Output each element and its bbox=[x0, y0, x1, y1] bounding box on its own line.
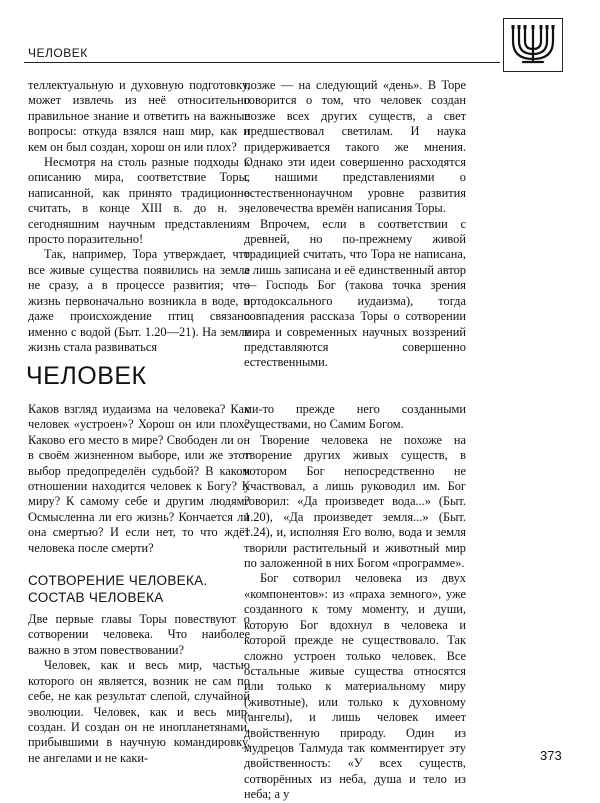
intro-column-left bbox=[28, 78, 250, 355]
section-column-right bbox=[244, 402, 466, 803]
subsection-title-line: СОТВОРЕНИЕ ЧЕЛОВЕКА. bbox=[28, 573, 208, 589]
menorah-icon bbox=[504, 19, 562, 71]
section-title: ЧЕЛОВЕК bbox=[26, 362, 147, 390]
paragraph: ми-то прежде него созданными существами, но Самим Богом. bbox=[244, 402, 466, 432]
section-column-left bbox=[28, 402, 250, 766]
page-number: 373 bbox=[540, 748, 562, 763]
paragraph: Впрочем, если в соответствии с древней, но по-прежнему живой традицией считать, что Тора не написана, а лишь записана и её единственный автор — Господь Бог (такова точка зрения ортодоксального иудаизма), тогда совпадения рассказа Торы о сотворении мира и современных научных воззрений представляются совершенно естественными. bbox=[244, 216, 466, 370]
intro-column-right bbox=[244, 78, 466, 371]
subsection-title-line: СОСТАВ ЧЕЛОВЕКА bbox=[28, 590, 164, 606]
paragraph: позже — на следующий «день». В Торе говорится о том, что человек создан позже всех других существ, а свет предшествовал светилам. И наука придерживается такого же мнения. Однако эти идеи совершенно расходятся с нашими представлениями о естественнонаучном уровне развития человечества времён написания Торы. bbox=[244, 78, 466, 216]
paragraph: теллектуальную и духовную подготовку, может извлечь из неё относительно правильное знание и ответить на важные вопросы: откуда взялся наш мир, как и кем он был создан, хорош он или плох? bbox=[28, 78, 250, 154]
paragraph: Несмотря на столь разные подходы к описанию мира, соответствие Торы, написанной, как принято традиционно считать, в конце XIII в. до н. э., сегодняшним научным представлениям просто поразительно! bbox=[28, 155, 250, 247]
menorah-logo-box bbox=[503, 18, 563, 72]
header-rule bbox=[24, 62, 500, 63]
intro-questions-paragraph: Каков взгляд иудаизма на человека? Как человек «устроен»? Хорош он или плох? Каково его место в мире? Свободен ли он в своём жизненном выборе, или же этот выбор предопределён судьбой? В каком отношении находится человек к Богу? К миру? К самому себе и другим людям? Осмысленна ли его жизнь? Кончается ли она смертью? И если нет, то что ждёт человека после смерти? bbox=[28, 402, 250, 555]
paragraph: Человек, как и весь мир, частью которого он является, возник не сам по себе, не как результат слепой, случайной эволюции. Человек, как и весь мир, создан. И создан он не инопланетянами, прибывшими в научную командировку, не ангелами и не каки- bbox=[28, 658, 250, 765]
subsection-title bbox=[28, 572, 250, 606]
running-head: ЧЕЛОВЕК bbox=[28, 46, 88, 60]
paragraph: Так, например, Тора утверждает, что все живые существа появились на земле не сразу, а в процессе развития; что жизнь первоначально возникла в воде, и даже происхождение птиц связано именно с водой (Быт. 1.20—21). На земле жизнь стала развиваться bbox=[28, 247, 250, 354]
paragraph: Бог сотворил человека из двух «компонентов»: из «праха земного», уже созданного к тому моменту, и души, которую Бог вдохнул в человека и которой прежде не существовало. Так сложно устроен только человек. Все остальные живые существа относятся или только к материальному миру (животные), или только к духовному (ангелы), и лишь человек имеет двойственную природу. Один из мудрецов Талмуда так комментирует эту двойственность: «У всех существ, сотворённых из неба, душа и тело из неба; а у bbox=[244, 571, 466, 802]
paragraph: Творение человека не похоже на творение других живых существ, в котором Бог непосредственно не участвовал, а лишь руководил им. Бог говорил: «Да произведет вода...» (Быт. 1.20), «Да произведет земля...» (Быт. 1.24), и, исполняя Его волю, вода и земля творили растительный и животный мир по заложенной в них Богом «программе». bbox=[244, 432, 466, 571]
paragraph: Две первые главы Торы повествуют о сотворении человека. Что наиболее важно в этом повествовании? bbox=[28, 612, 250, 657]
